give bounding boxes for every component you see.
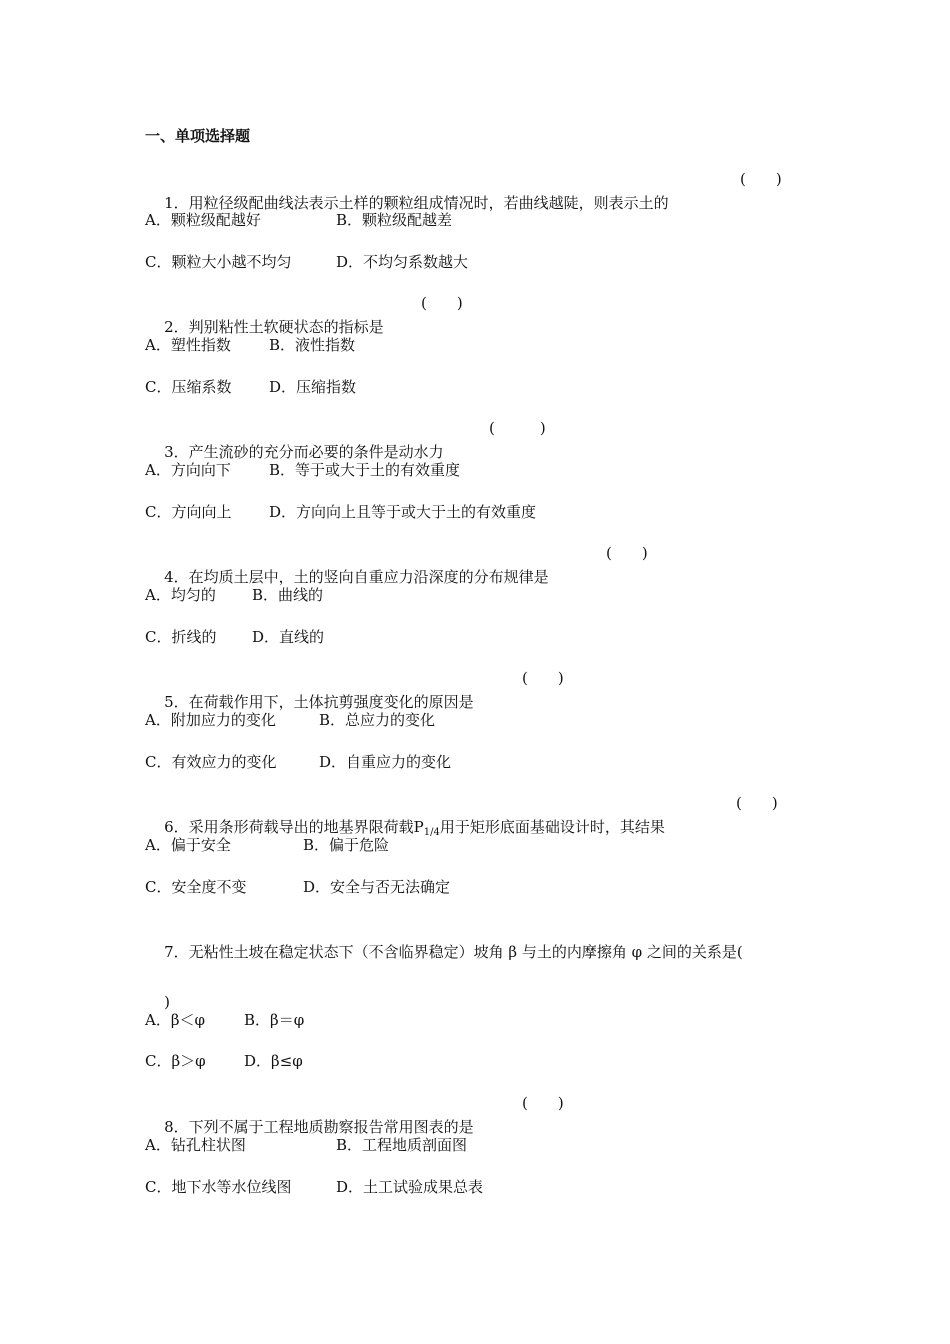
- question-6-option-d: D．安全与否无法确定: [303, 878, 451, 896]
- question-7-option-c: C．β＞φ: [145, 1052, 206, 1070]
- question-3-option-d: D．方向向上且等于或大于土的有效重度: [269, 503, 537, 521]
- question-8-answer-paren: ( ): [522, 1094, 564, 1112]
- question-7: [145, 916, 743, 988]
- question-7-option-a: A．β＜φ: [145, 1011, 206, 1029]
- question-2-option-d: D．压缩指数: [269, 378, 357, 396]
- question-3-option-c: C．方向向上: [145, 503, 232, 521]
- question-1-text: 1．用粒径级配曲线法表示土样的颗粒组成情况时，若曲线越陡，则表示土的: [164, 194, 669, 212]
- question-7-option-d: D．β≤φ: [244, 1052, 303, 1070]
- question-4-option-b: B．曲线的: [252, 586, 324, 604]
- question-5-answer-paren: ( ): [522, 669, 564, 687]
- question-3-text: 3．产生流砂的充分而必要的条件是动水力: [164, 443, 444, 461]
- question-4-answer-paren: ( ): [606, 544, 648, 562]
- question-8-options-row-2: [145, 1175, 484, 1271]
- question-8-option-b: B．工程地质剖面图: [336, 1136, 468, 1154]
- question-4-text: 4．在均质土层中，土的竖向自重应力沿深度的分布规律是: [164, 568, 549, 586]
- question-5-option-d: D．自重应力的变化: [319, 753, 452, 771]
- question-7-option-b: B．β＝φ: [244, 1011, 305, 1029]
- question-6-text-after: 用于矩形底面基础设计时，其结果: [439, 818, 665, 836]
- question-8-option-d: D．土工试验成果总表: [336, 1178, 484, 1196]
- question-3-answer-paren: ( ): [489, 419, 546, 437]
- question-4-option-a: A．均匀的: [145, 586, 216, 604]
- question-5-text: 5．在荷载作用下，土体抗剪强度变化的原因是: [164, 693, 474, 711]
- question-6-text-before: 6．采用条形荷载导出的地基界限荷载P: [164, 818, 424, 836]
- question-2-text: 2．判别粘性土软硬状态的指标是: [164, 318, 384, 336]
- question-2-answer-paren: ( ): [421, 294, 463, 312]
- question-3-option-b: B．等于或大于土的有效重度: [269, 461, 461, 479]
- question-8-option-a: A．钻孔柱状图: [145, 1136, 246, 1154]
- question-1-option-a: A．颗粒级配越好: [145, 211, 261, 229]
- question-5-option-b: B．总应力的变化: [319, 711, 436, 729]
- question-3-option-a: A．方向向下: [145, 461, 231, 479]
- question-7-text-cont: ): [164, 993, 170, 1011]
- question-8-option-c: C．地下水等水位线图: [145, 1178, 292, 1196]
- question-6-option-a: A．偏于安全: [145, 836, 231, 854]
- question-1-option-d: D．不均匀系数越大: [336, 253, 469, 271]
- question-5-option-a: A．附加应力的变化: [145, 711, 276, 729]
- question-1-option-c: C．颗粒大小越不均匀: [145, 253, 292, 271]
- question-4-option-d: D．直线的: [252, 628, 325, 646]
- question-2-option-c: C．压缩系数: [145, 378, 232, 396]
- question-7-text: 7．无粘性土坡在稳定状态下（不含临界稳定）坡角 β 与土的内摩擦角 φ 之间的关系是(: [164, 943, 743, 961]
- section-title: 一、单项选择题: [145, 127, 251, 145]
- question-2-option-a: A．塑性指数: [145, 336, 231, 354]
- question-5-option-c: C．有效应力的变化: [145, 753, 277, 771]
- question-1-option-b: B．颗粒级配越差: [336, 211, 453, 229]
- question-6-answer-paren: ( ): [736, 794, 778, 812]
- question-8-text: 8．下列不属于工程地质勘察报告常用图表的是: [164, 1118, 474, 1136]
- question-6-subscript: 1/4: [423, 827, 440, 838]
- question-2-option-b: B．液性指数: [269, 336, 356, 354]
- question-4-option-c: C．折线的: [145, 628, 217, 646]
- question-6-option-b: B．偏于危险: [303, 836, 390, 854]
- question-1-answer-paren: ( ): [740, 170, 782, 188]
- question-6-option-c: C．安全度不变: [145, 878, 247, 896]
